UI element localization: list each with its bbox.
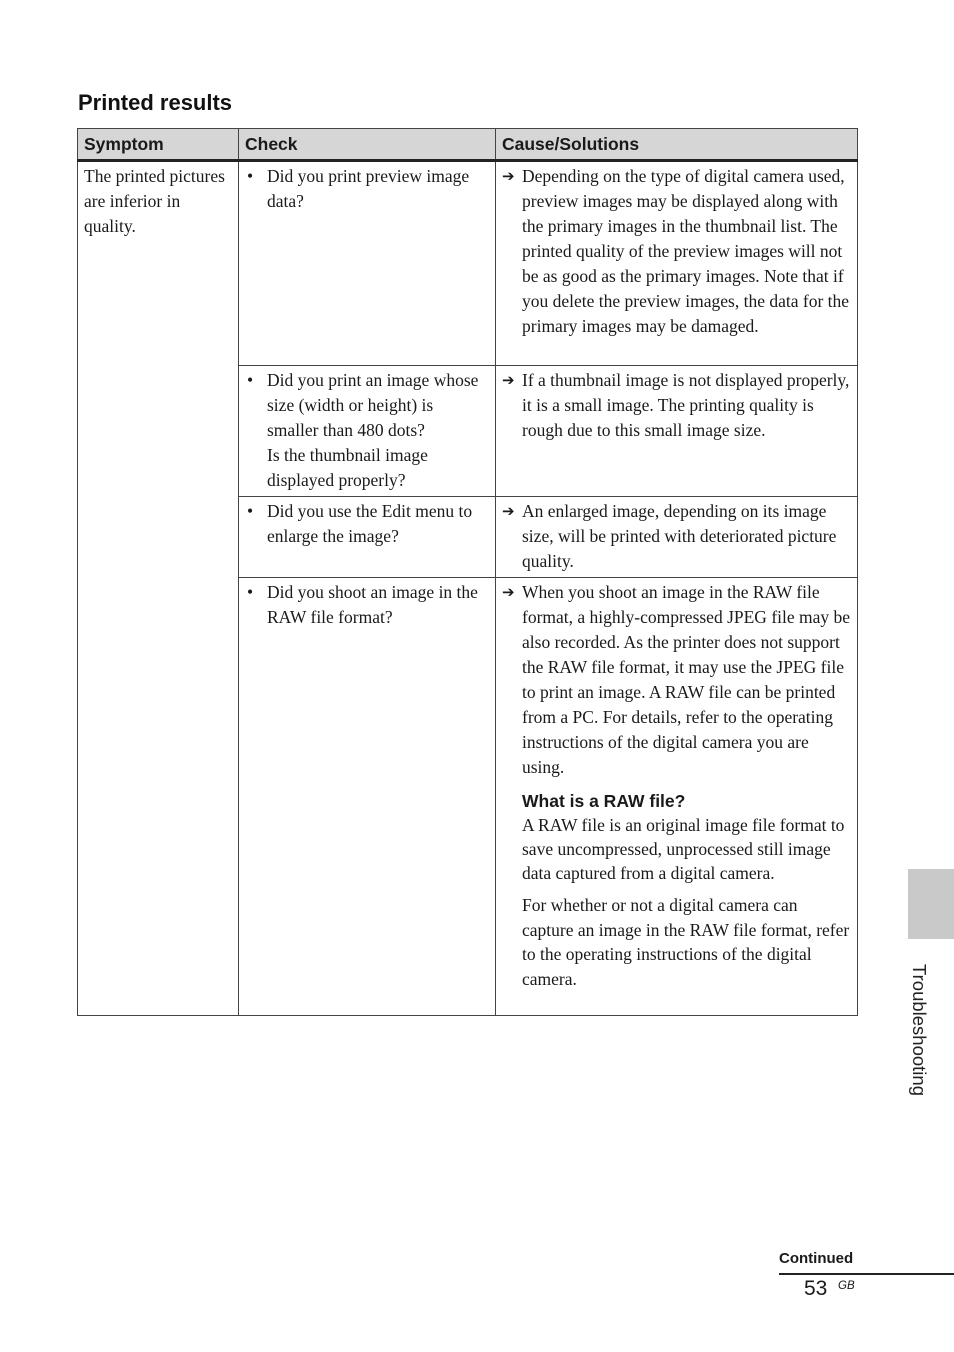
solution-cell (496, 578, 858, 1016)
page-number: 53 (804, 1277, 828, 1300)
header-cause-solutions: Cause/Solutions (496, 129, 858, 161)
bullet-icon: • (247, 501, 254, 521)
section-side-label: Troubleshooting (909, 964, 930, 1096)
symptom-cell: The printed pictures are inferior in quality. (78, 161, 239, 1016)
check-cell (239, 161, 496, 366)
solution-text: An enlarged image, depending on its image size, will be printed with deteriorated picture quality. (522, 501, 837, 571)
solution-text: Depending on the type of digital camera used, preview images may be displayed along with the primary images in the thumbnail list. The printed quality of the preview images will not be as good as the primary images. Note that if you delete the preview images, the data for the primary images may be damaged. (522, 166, 850, 336)
bullet-icon: • (247, 582, 254, 602)
arrow-right-icon: ➔ (502, 371, 515, 389)
check-cell (239, 366, 496, 497)
solution-text: When you shoot an image in the RAW file format, a highly-compressed JPEG file may be also recorded. As the printer does not support the RAW file format, it may use the JPEG file to print an image. A RAW file can be printed from a PC. For details, refer to the operating instructions of the digital camera you are using. (522, 582, 851, 777)
bullet-icon: • (247, 166, 254, 186)
raw-file-subheading: What is a RAW file? (522, 791, 686, 811)
troubleshooting-table (77, 128, 858, 1016)
check-text: Did you print an image whose size (width or height) is smaller than 480 dots? (267, 370, 479, 440)
raw-file-support-note: For whether or not a digital camera can capture an image in the RAW file format, refer to the operating instructions of the digital camera. (522, 895, 850, 989)
section-title: Printed results (78, 90, 233, 115)
solution-cell (496, 161, 858, 366)
solution-cell (496, 497, 858, 578)
footer-rule (779, 1273, 954, 1275)
continued-label: Continued (779, 1250, 854, 1267)
check-extra-text: Is the thumbnail image displayed properly? (267, 445, 428, 490)
raw-file-definition: A RAW file is an original image file format to save uncompressed, unprocessed still image data captured from a digital camera. (522, 815, 845, 883)
table-row (78, 161, 858, 366)
section-side-tab (908, 869, 954, 939)
check-text: Did you shoot an image in the RAW file format? (267, 582, 478, 627)
check-text: Did you use the Edit menu to enlarge the image? (267, 501, 473, 546)
header-symptom: Symptom (78, 129, 239, 161)
bullet-icon: • (247, 370, 254, 390)
table-header-row (78, 129, 858, 161)
solution-text: If a thumbnail image is not displayed properly, it is a small image. The printing quality is rough due to this small image size. (522, 370, 850, 440)
arrow-right-icon: ➔ (502, 167, 515, 185)
solution-cell (496, 366, 858, 497)
check-cell (239, 578, 496, 1016)
arrow-right-icon: ➔ (502, 583, 515, 601)
arrow-right-icon: ➔ (502, 502, 515, 520)
header-check: Check (239, 129, 496, 161)
check-cell (239, 497, 496, 578)
check-text: Did you print preview image data? (267, 166, 470, 211)
page-region-code: GB (838, 1280, 855, 1292)
